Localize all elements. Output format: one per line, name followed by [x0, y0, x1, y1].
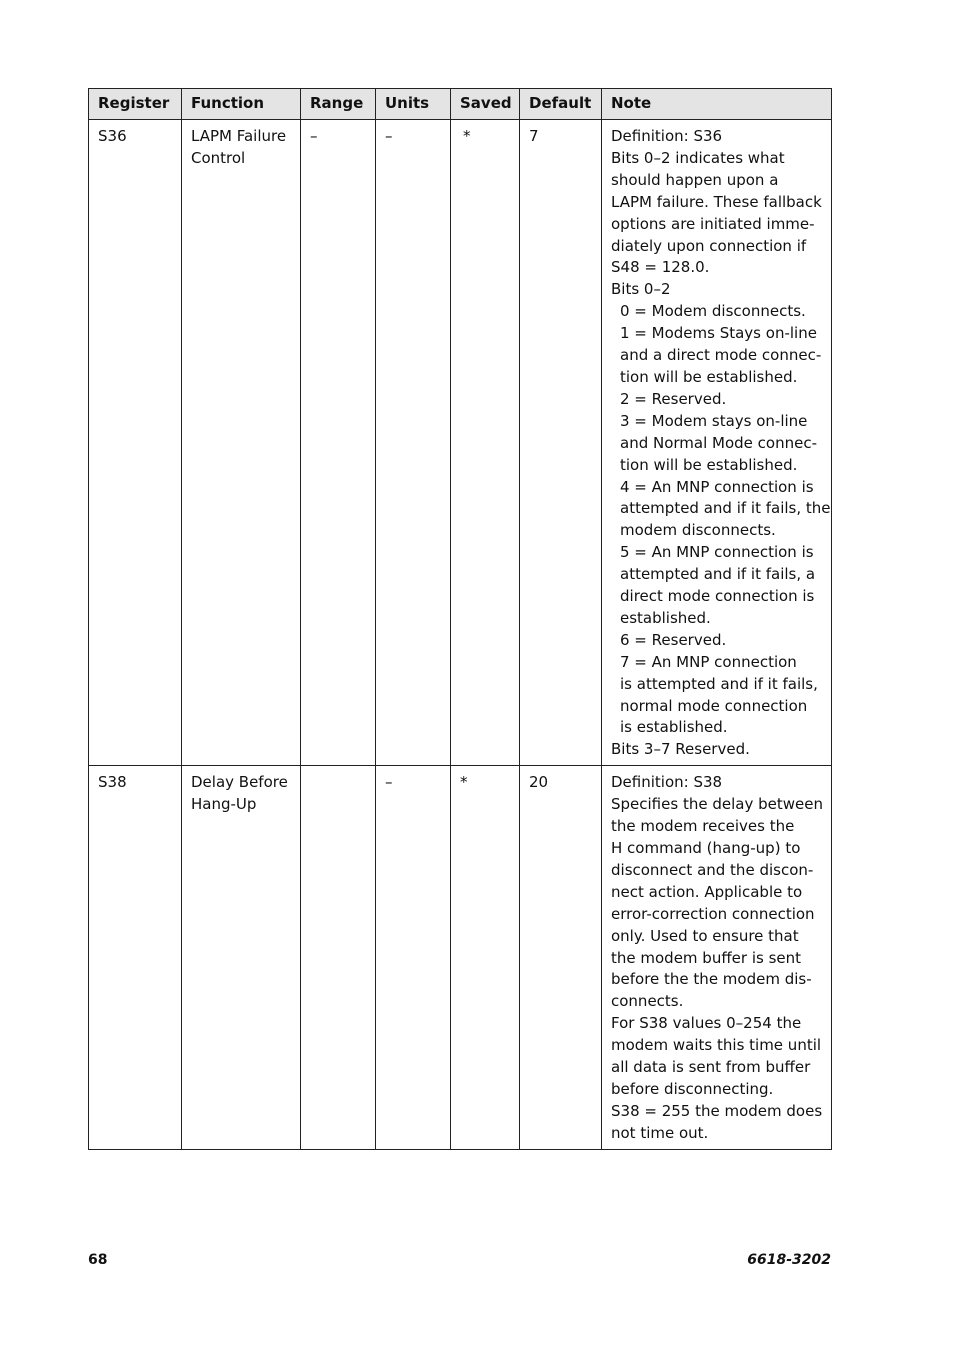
note-line: 7 = An MNP connection: [620, 652, 797, 671]
cell-function: [182, 766, 301, 1149]
note-line: normal mode connection: [620, 696, 808, 715]
note-line: 6 = Reserved.: [620, 630, 727, 649]
header-function: Function: [182, 89, 301, 120]
header-default: Default: [520, 89, 602, 120]
note-line: error-correction connection: [611, 904, 815, 923]
cell-units: –: [376, 120, 451, 766]
note-line: attempted and if it fails, a: [620, 565, 816, 584]
note-line: Definition: S36: [611, 127, 723, 145]
note-line: modem disconnects.: [620, 521, 776, 540]
cell-function: [182, 120, 301, 766]
note-line: the modem receives the: [611, 817, 795, 836]
note-line: 1 = Modems Stays on-line: [620, 324, 817, 343]
note-line: connects.: [611, 992, 684, 1011]
note-line: Bits 0–2: [611, 280, 671, 299]
cell-saved: *: [451, 766, 520, 1149]
note-line: 0 = Modem disconnects.: [620, 302, 806, 321]
cell-default: 20: [520, 766, 602, 1149]
note-line: should happen upon a: [611, 170, 779, 189]
header-range: Range: [301, 89, 376, 120]
cell-units: –: [376, 766, 451, 1149]
cell-note: [602, 120, 832, 766]
note-line: 5 = An MNP connection is: [620, 543, 814, 562]
note-line: direct mode connection is: [620, 587, 815, 606]
note-line: For S38 values 0–254 the: [611, 1014, 802, 1033]
note-line: 3 = Modem stays on-line: [620, 411, 808, 430]
cell-note: [602, 766, 832, 1149]
note-line: and Normal Mode connec-: [620, 433, 817, 452]
note-line: the modem buffer is sent: [611, 948, 802, 967]
note-line: modem waits this time until: [611, 1036, 822, 1055]
function-line: Control: [191, 148, 246, 167]
page-number: 68: [88, 1252, 108, 1268]
note-line: 2 = Reserved.: [620, 389, 727, 408]
table-row-s38: [89, 766, 832, 1149]
note-line: established.: [620, 608, 711, 627]
note-line: nect action. Applicable to: [611, 882, 803, 901]
note-line: Definition: S38: [611, 773, 723, 792]
note-line: tion will be established.: [620, 367, 798, 386]
note-line: all data is sent from buffer: [611, 1058, 811, 1077]
note-line: before disconnecting.: [611, 1079, 774, 1098]
note-line: before the the modem dis-: [611, 970, 812, 989]
header-register: Register: [89, 89, 182, 120]
header-saved: Saved: [451, 89, 520, 120]
note-line: Bits 0–2 indicates what: [611, 148, 785, 167]
note-line: is attempted and if it fails,: [620, 674, 818, 693]
note-line: Specifies the delay between: [611, 795, 823, 814]
note-line: LAPM failure. These fallback: [611, 192, 822, 211]
note-line: disconnect and the discon-: [611, 860, 814, 879]
note-line: is established.: [620, 718, 728, 737]
note-line: only. Used to ensure that: [611, 926, 799, 945]
function-line: Hang-Up: [191, 795, 257, 814]
function-line: LAPM Failure: [191, 127, 287, 145]
cell-range: –: [301, 120, 376, 766]
note-line: options are initiated imme-: [611, 214, 815, 233]
note-line: S38 = 255 the modem does: [611, 1101, 823, 1120]
header-note: Note: [602, 89, 832, 120]
register-table: [88, 88, 832, 1150]
note-line: H command (hang-up) to: [611, 839, 801, 857]
function-line: Delay Before: [191, 773, 288, 792]
note-line: tion will be established.: [620, 455, 798, 474]
note-line: Bits 3–7 Reserved.: [611, 740, 750, 759]
header-units: Units: [376, 89, 451, 120]
note-line: and a direct mode connec-: [620, 346, 822, 365]
document-number: 6618-3202: [747, 1252, 831, 1268]
cell-saved: *: [451, 120, 520, 766]
header-row: [89, 89, 832, 120]
note-line: 4 = An MNP connection is: [620, 477, 814, 496]
note-line: attempted and if it fails, the: [620, 499, 831, 518]
table-row-s36: [89, 120, 832, 766]
cell-register: S38: [89, 766, 182, 1149]
note-line: S48 = 128.0.: [611, 258, 710, 277]
cell-range: [301, 766, 376, 1149]
cell-register: S36: [89, 120, 182, 766]
note-line: diately upon connection if: [611, 236, 807, 255]
cell-default: 7: [520, 120, 602, 766]
note-line: not time out.: [611, 1123, 709, 1142]
